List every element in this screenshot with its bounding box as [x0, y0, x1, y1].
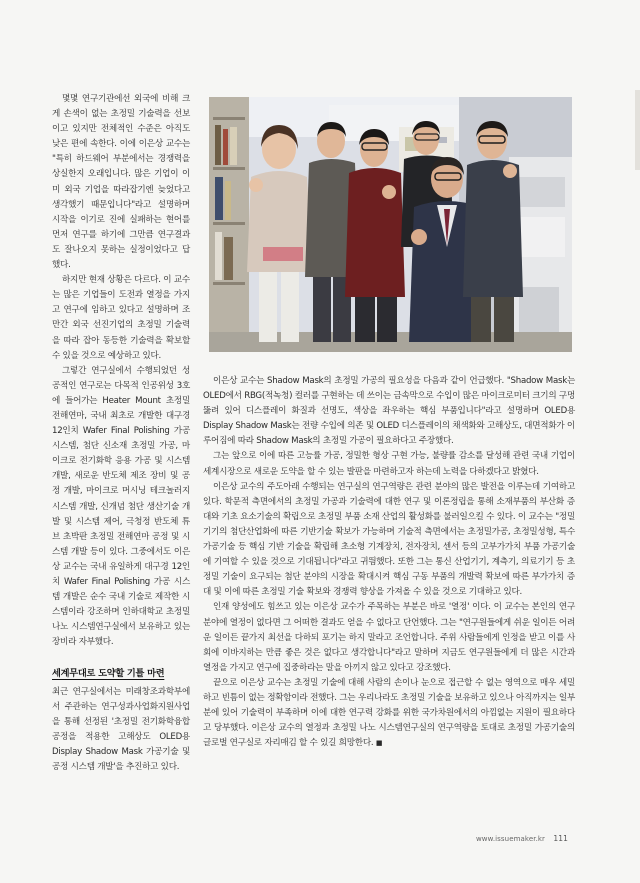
body-paragraph: 그렇간 연구실에서 수행되었던 성공적인 연구로는 다목적 인공위성 3호에 들어가는 Heater Mount 초정밀 전해연마, 국내 최초로 개발한 대구경 12인치 Wafer Final Polishing 가공 시스템, 첨단 신소재 초정밀 가공, 마이크로 전기화학 응용 가공 및 시스템 개발, 새로운 반도체 제조 장비 및 공정 개발, 마이크로 머시닝 테크놀러지 시스템 개발, 신개념 첨단 생산기술 개발 및 시스템 제어, 극청정 반도체 튜브 초박판 초정밀 전해연마 공정 및 시스템 개발 등이 있다. 그중에서도 이은상 교수는 국내 유일하게 대구경 12인치 Wafer Final Polishing 가공 시스템 개발은 순수 국내 기술로 제작한 시스템이라 강조하며 인하대학교 초정밀 나노 시스템연구실에서 보유하고 있는 장비라 자부했다. — [52, 365, 190, 648]
body-paragraph: 이은상 교수는 Shadow Mask의 초정밀 가공의 필요성을 다음과 같이 언급했다. "Shadow Mask는 OLED에서 RBG(적녹청) 컬러를 구현하는 데 쓰이는 금속막으로 수입이 많은 마이크로미터 크기의 구멍 뚫려 있어 디스플레이 화질과 선명도, 색상을 좌우하는 핵심 부품입니다"라고 설명하며 OLED용 Display Shadow Mask는 전량 수입에 의존 및 OLED 디스플레이의 채색화와 고해상도, 대면적화가 이루어짐에 따라 Shadow Mask의 초정밀 가공이 필요하다고 주장했다. — [203, 376, 575, 447]
page-edge-tab — [635, 90, 640, 170]
body-paragraph — [203, 676, 575, 751]
body-paragraph: 하지만 현재 상황은 다르다. 이 교수는 많은 기업들이 도전과 열정을 가지고 연구에 임하고 있다고 설명하며 조만간 외국 선진기업의 초정밀 기술력을 따라 잡아 동등한 기술력을 확보할 수 있을 것으로 예상하고 있다. — [52, 275, 190, 361]
body-paragraph: 몇몇 연구기관에선 외국에 비해 크게 손색이 없는 초정밀 기술력을 선보이고 있지만 전체적인 수준은 아직도 낮은 편에 속한다. 이에 이은상 교수는 "특히 하드웨어 부분에서는 경쟁력을 상실한지 오래입니다. 많은 기업이 이미 외국 기업을 따라잡기엔 늦었다고 생각했기 때문입니다"라고 설명하며 시작을 이기로 진에 실패하는 현어를 먼저 연구를 하기에 그만큼 연구결과도 잘나오지 못하는 실정이었다고 답했다. — [52, 94, 190, 271]
end-mark: ■ — [375, 739, 383, 748]
body-paragraph: 최근 연구실에서는 미래창조과학부에서 주관하는 연구성과사업화지원사업을 통해 선정된 '초정밀 전기화학융합 공정을 적용한 고해상도 OLED용 Display Shadow Mask 가공기술 및 공정 시스템 개발'을 추진하고 있다. — [52, 686, 190, 773]
section-heading: 세계무대로 도약할 기틀 마련 — [52, 668, 165, 680]
body-paragraph: 이은상 교수의 주도아래 수행되는 연구실의 연구역량은 관련 분야의 많은 발전을 이루는데 기여하고 있다. 학문적 측면에서의 초정밀 가공과 기술력에 대한 연구 및 이론정립을 통해 소재부품의 부산화 증대와 기초 요소기술의 확립으로 초정밀 부품 소재 산업의 활성화를 불러일으킬 수 있다. 이 교수는 "정밀기기의 첨단산업화에 따른 기반기술 확보가 가능하며 기술적 측면에서는 초정밀가공, 초정밀성형, 특수가공기술 등 핵심 기반 기술을 확립해 초소형 기계장치, 전자장치, 센서 등의 고부가가치 부품 가공기술에 기여할 수 있을 것으로 기대됩니다"라고 귀띔했다. 또한 그는 통신 산업기기, 계측기, 의료기기 등 초정밀 기술이 요구되는 첨단 분야의 시장을 확대시켜 핵심 구동 부품의 개발력 확보에 따른 부가가치 증대 및 이에 따른 초정밀 기술 확보와 경쟁력 향상을 가져올 수 있을 것으로 기대하고 있다. — [203, 481, 575, 598]
body-paragraph: 그는 앞으로 이에 따른 고능률 가공, 정밀한 형상 구현 가능, 불량률 감소를 달성해 관련 국내 기업이 세계시장으로 새로운 도약을 할 수 있는 발판을 마련하고자 하는데 노력을 다하겠다고 밝혔다. — [203, 451, 575, 477]
closing-paragraph-text: 끝으로 이은상 교수는 초정밀 기술에 대해 사람의 손이나 눈으로 접근할 수 없는 영역으로 매우 세밀하고 빈틈이 없는 정확함이라 전했다. 그는 우리나라도 초정밀 기술을 보유하고 있으나 아직까지는 일부분에 있어 기술력이 부족하며 이에 대한 연구력 강화를 위한 국가차원에서의 아낌없는 지원이 필요하다고 당부했다. 이은상 교수의 열정과 초정밀 나노 시스템연구실의 연구역량을 토대로 초정밀 가공기술의 글로벌 연구실로 자리매김 할 수 있길 희망한다. — [203, 677, 575, 749]
right-text-column — [203, 374, 575, 751]
left-text-column — [52, 92, 190, 775]
page-number: 111 — [553, 834, 568, 843]
page-footer — [476, 834, 568, 843]
body-paragraph: 인재 양성에도 힘쓰고 있는 이은상 교수가 주목하는 부분은 바로 '열정' 이다. 이 교수는 본인의 연구 분야에 열정이 없다면 그 어떠한 결과도 얻을 수 없다고 단언했다. 그는 "연구원들에게 쉬운 일이든 어려운 일이든 끝가지 최선을 다하되 포기는 하지 말라고 조언합니다. 주위 사람들에게 인정을 받고 이를 사회에 이바지하는 만큼 좋은 것은 없다고 생각합니다"라고 말하며 지금도 연구원들에게 더 많은 시간과 열정을 가지고 연구에 집중하라는 말을 아끼지 않고 있다고 강조했다. — [203, 602, 575, 673]
group-photo — [209, 97, 572, 352]
footer-website: www.issuemaker.kr — [475, 835, 546, 843]
